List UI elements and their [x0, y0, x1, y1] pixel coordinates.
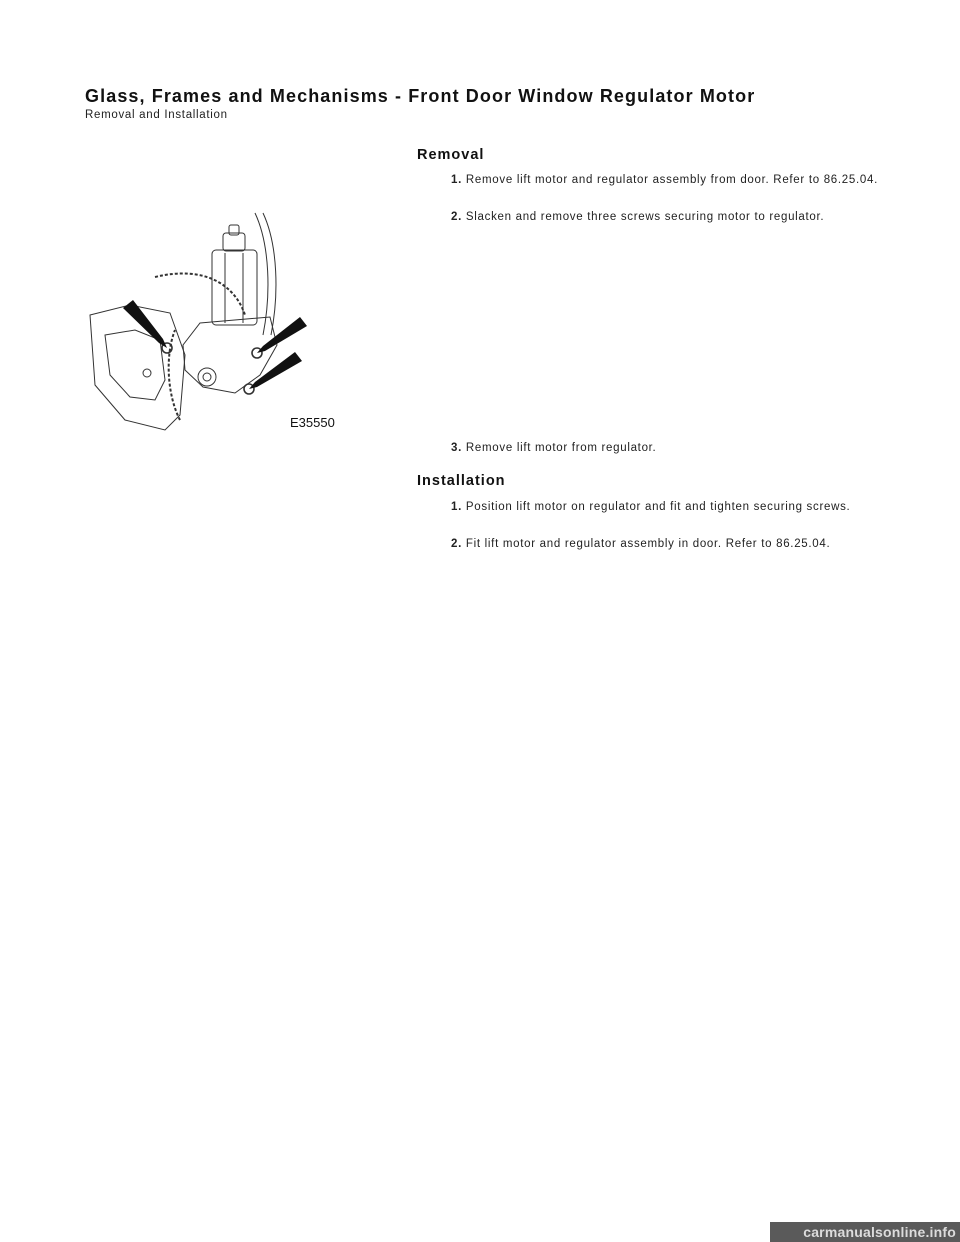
removal-step-1	[451, 172, 886, 188]
step-number: 3.	[451, 442, 462, 454]
step-text: Remove lift motor from regulator.	[465, 442, 657, 454]
line-drawing	[85, 205, 345, 435]
step-text: Fit lift motor and regulator assembly in door. Refer to 86.25.04.	[465, 538, 831, 550]
page-subtitle: Removal and Installation	[85, 109, 228, 121]
figure-code: E35550	[290, 415, 335, 430]
step-number: 1.	[451, 174, 462, 186]
installation-heading: Installation	[417, 473, 506, 489]
installation-step-1	[451, 499, 886, 515]
step-text: Slacken and remove three screws securing motor to regulator.	[465, 211, 825, 223]
removal-step-2	[451, 209, 886, 225]
page-title: Glass, Frames and Mechanisms - Front Door Window Regulator Motor	[85, 86, 756, 106]
watermark-text: carmanualsonline.info	[803, 1224, 956, 1240]
step-number: 2.	[451, 538, 462, 550]
installation-step-2	[451, 536, 886, 552]
step-number: 2.	[451, 211, 462, 223]
motor-regulator-illustration	[85, 205, 345, 435]
step-number: 1.	[451, 501, 462, 513]
step-text: Remove lift motor and regulator assembly from door. Refer to 86.25.04.	[465, 174, 878, 186]
removal-heading: Removal	[417, 147, 485, 163]
step-text: Position lift motor on regulator and fit and tighten securing screws.	[465, 501, 851, 513]
removal-step-3	[451, 440, 886, 456]
watermark	[770, 1222, 960, 1242]
